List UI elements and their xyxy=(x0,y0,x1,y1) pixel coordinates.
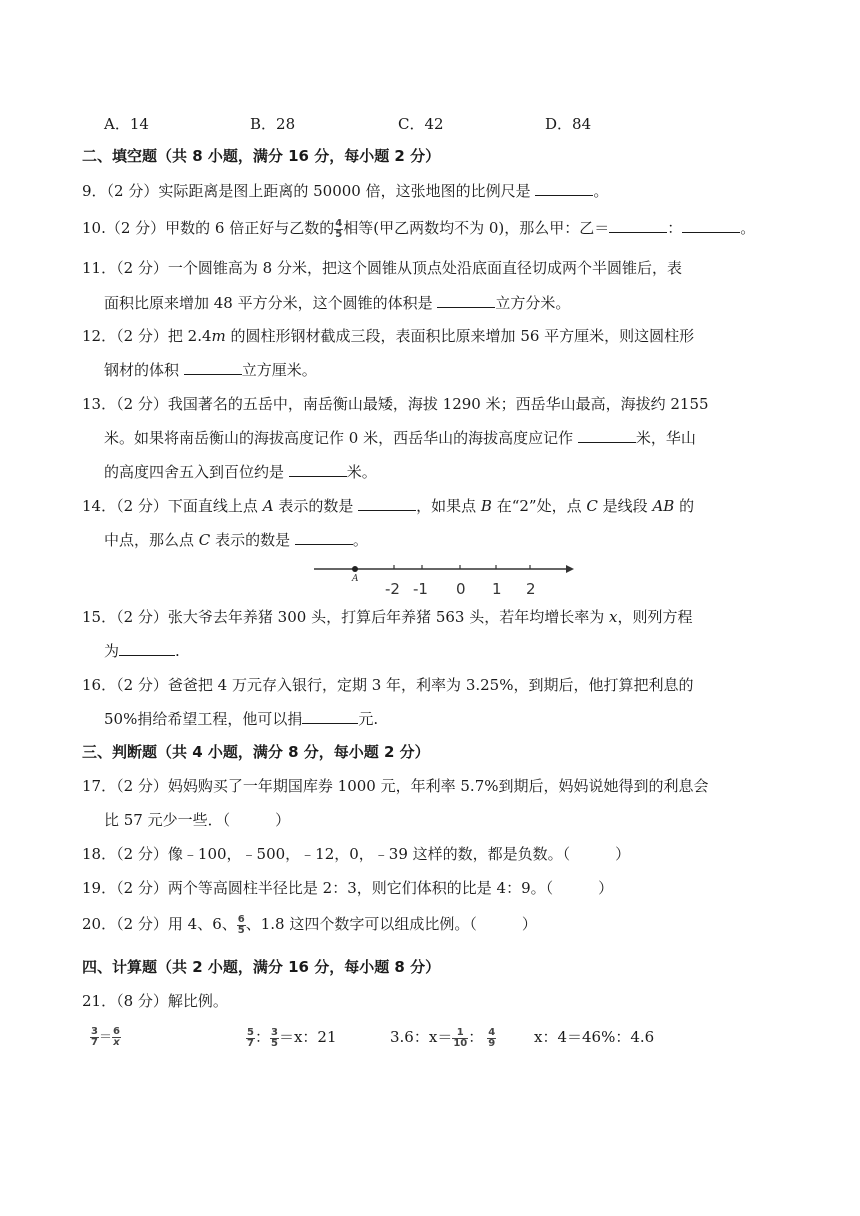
tick-label: -2 xyxy=(385,580,400,598)
question-16-line1: 16．（2 分）爸爸把 4 万元存入银行，定期 3 年，利率为 3.25%，到期后，他打算把利息的 xyxy=(82,676,694,694)
equation-3 xyxy=(390,1026,496,1049)
question-15-line1 xyxy=(82,607,693,627)
fraction-denominator: x xyxy=(113,1036,120,1048)
answer-blank[interactable] xyxy=(184,360,242,375)
fraction-numerator: 1 xyxy=(452,1028,468,1039)
q13-line3a: 的高度四舍五入到百位约是 xyxy=(104,463,285,481)
answer-blank[interactable] xyxy=(535,181,593,196)
fraction-numerator: 6 xyxy=(237,913,245,925)
q14-point-c: C xyxy=(198,531,211,549)
question-19: 19．（2 分）两个等高圆柱半径比是 2：3，则它们体积的比是 4：9。（ ） xyxy=(82,879,614,897)
q12-line1b: 的圆柱形钢材截成三段，表面积比原来增加 56 平方厘米，则这圆柱形 xyxy=(230,327,695,345)
q12-line2b: 立方厘米。 xyxy=(241,361,317,379)
ratio-sign: ： xyxy=(254,1028,270,1046)
q12-unit: m xyxy=(211,327,226,345)
fraction-numerator: 5 xyxy=(247,1026,254,1038)
q15-line1a: 15．（2 分）张大爷去年养猪 300 头，打算后年养猪 563 头，若年均增长率为 xyxy=(82,608,605,626)
equation-2 xyxy=(246,1026,337,1049)
q10-pre: 10.（2 分）甲数的 6 倍正好与乙数的 xyxy=(82,219,335,237)
fraction-4-5 xyxy=(334,219,343,240)
fraction-denominator: 5 xyxy=(237,924,245,936)
q14-point-b: B xyxy=(480,497,492,515)
question-14-line2 xyxy=(104,530,368,550)
question-10 xyxy=(82,218,755,240)
q15-line1b: ，则列方程 xyxy=(617,608,693,626)
q10-post: 相等(甲乙两数均不为 0)，那么甲：乙＝ xyxy=(343,219,610,237)
fraction xyxy=(487,1028,496,1049)
q9-text: 9．（2 分）实际距离是图上距离的 50000 倍，这张地图的比例尺是 xyxy=(82,182,531,200)
answer-blank[interactable] xyxy=(578,428,636,443)
fraction-numerator: 4 xyxy=(488,1026,496,1038)
q14-line1e: 是线段 xyxy=(602,497,648,515)
option-c: C．42 xyxy=(398,115,444,133)
question-12-line1 xyxy=(82,326,694,346)
q12-line1a: 12．（2 分）把 2.4 xyxy=(82,327,212,345)
answer-blank[interactable] xyxy=(682,218,740,233)
answer-blank[interactable] xyxy=(302,709,358,724)
fraction-denominator: 9 xyxy=(488,1037,496,1049)
equation-prefix: 3.6：x＝ xyxy=(390,1028,453,1046)
q14-point-a: A xyxy=(262,497,274,515)
q16-line2b: 元. xyxy=(358,710,379,728)
fraction xyxy=(270,1028,279,1049)
equation-4: x：4＝46%：4.6 xyxy=(534,1028,655,1046)
q9-end: 。 xyxy=(593,182,609,200)
q14-line2c: 。 xyxy=(352,531,368,549)
option-a: A．14 xyxy=(104,115,149,133)
answer-blank[interactable] xyxy=(289,462,347,477)
q14-line1d: 在“2”处，点 xyxy=(496,497,582,515)
q14-line2a: 中点，那么点 xyxy=(104,531,195,549)
q14-line2b: 表示的数是 xyxy=(215,531,291,549)
point-a-dot xyxy=(352,566,358,572)
question-20 xyxy=(82,914,537,936)
q16-line2a: 50%捐给希望工程，他可以捐 xyxy=(104,710,303,728)
fraction-6-5 xyxy=(237,915,246,936)
answer-blank[interactable] xyxy=(609,218,667,233)
arrow-icon xyxy=(566,565,574,573)
answer-blank[interactable] xyxy=(295,530,353,545)
q14-segment-ab: AB xyxy=(652,497,675,515)
q20-post: 、1.8 这四个数字可以组成比例。（ ） xyxy=(245,915,537,933)
equals-sign: ＝ xyxy=(98,1030,112,1045)
question-11-line2 xyxy=(104,293,570,313)
question-18: 18．（2 分）像﹣100，﹣500，﹣12，0，﹣39 这样的数，都是负数。（ ） xyxy=(82,845,631,863)
q14-line1c: ，如果点 xyxy=(416,497,477,515)
fraction-numerator: 6 xyxy=(112,1025,120,1037)
option-b: B．28 xyxy=(250,115,296,133)
q14-line1b: 表示的数是 xyxy=(278,497,354,515)
q13-line2a: 米。如果将南岳衡山的海拔高度记作 0 米，西岳华山的海拔高度应记作 xyxy=(104,429,574,447)
question-15-line2 xyxy=(104,641,180,661)
question-17-line2: 比 57 元少一些．（ ） xyxy=(104,811,291,829)
fraction-denominator: 7 xyxy=(247,1037,254,1049)
question-14-line1 xyxy=(82,496,694,516)
fraction xyxy=(90,1027,99,1048)
question-13-line3 xyxy=(104,462,377,482)
number-line-figure xyxy=(310,558,576,598)
q14-point-c: C xyxy=(586,497,598,515)
fraction-denominator: 10 xyxy=(453,1037,468,1049)
q10-sep: ： xyxy=(667,219,683,237)
fraction xyxy=(452,1028,468,1049)
question-13-line1: 13．（2 分）我国著名的五岳中，南岳衡山最矮，海拔 1290 米；西岳华山最高，海拔约 2155 xyxy=(82,395,709,413)
q13-line3b: 米。 xyxy=(346,463,377,481)
tick-label: 0 xyxy=(456,580,466,598)
q11-line2a: 面积比原来增加 48 平方分米，这个圆锥的体积是 xyxy=(104,294,433,312)
question-11-line1: 11．（2 分）一个圆锥高为 8 分米，把这个圆锥从顶点处沿底面直径切成两个半圆锥后，表 xyxy=(82,259,682,277)
equation-1 xyxy=(90,1026,121,1048)
q15-line2b: . xyxy=(175,642,180,660)
q15-variable-x: x xyxy=(609,608,618,626)
question-21: 21．（8 分）解比例。 xyxy=(82,992,228,1010)
q10-end: 。 xyxy=(740,219,756,237)
question-12-line2 xyxy=(104,360,317,380)
section-heading-calculation: 四、计算题（共 2 小题，满分 16 分，每小题 8 分） xyxy=(82,958,441,976)
q15-line2a: 为 xyxy=(104,642,120,660)
fraction-denominator: 5 xyxy=(335,228,343,240)
answer-blank[interactable] xyxy=(437,293,495,308)
fraction-numerator: 4 xyxy=(335,217,343,229)
fraction-numerator: 3 xyxy=(270,1026,278,1038)
q13-line2b: 米，华山 xyxy=(635,429,696,447)
answer-blank[interactable] xyxy=(358,496,416,511)
question-13-line2 xyxy=(104,428,696,448)
section-heading-fill-blank: 二、填空题（共 8 小题，满分 16 分，每小题 2 分） xyxy=(82,147,441,165)
ratio-sign: ： xyxy=(468,1028,484,1046)
question-9 xyxy=(82,181,608,201)
option-d: D．84 xyxy=(545,115,592,133)
tick-label: 2 xyxy=(526,580,536,598)
fraction-numerator: 3 xyxy=(91,1025,98,1037)
tick-label: -1 xyxy=(413,580,428,598)
fraction xyxy=(246,1028,255,1049)
fraction-denominator: 7 xyxy=(91,1036,98,1048)
question-16-line2 xyxy=(104,709,378,729)
point-a-label: A xyxy=(352,574,359,584)
q11-line2b: 立方分米。 xyxy=(495,294,571,312)
q14-line1a: 14．（2 分）下面直线上点 xyxy=(82,497,258,515)
fraction-denominator: 5 xyxy=(270,1037,278,1049)
q14-line1f: 的 xyxy=(679,497,695,515)
q12-line2a: 钢材的体积 xyxy=(104,361,180,379)
answer-blank[interactable] xyxy=(119,641,175,656)
q20-pre: 20．（2 分）用 4、6、 xyxy=(82,915,237,933)
fraction xyxy=(112,1027,121,1048)
section-heading-true-false: 三、判断题（共 4 小题，满分 8 分，每小题 2 分） xyxy=(82,743,430,761)
question-17-line1: 17．（2 分）妈妈购买了一年期国库券 1000 元，年利率 5.7%到期后，妈妈说她得到的利息会 xyxy=(82,777,709,795)
equation-rest: ＝x：21 xyxy=(278,1028,337,1046)
tick-label: 1 xyxy=(492,580,502,598)
